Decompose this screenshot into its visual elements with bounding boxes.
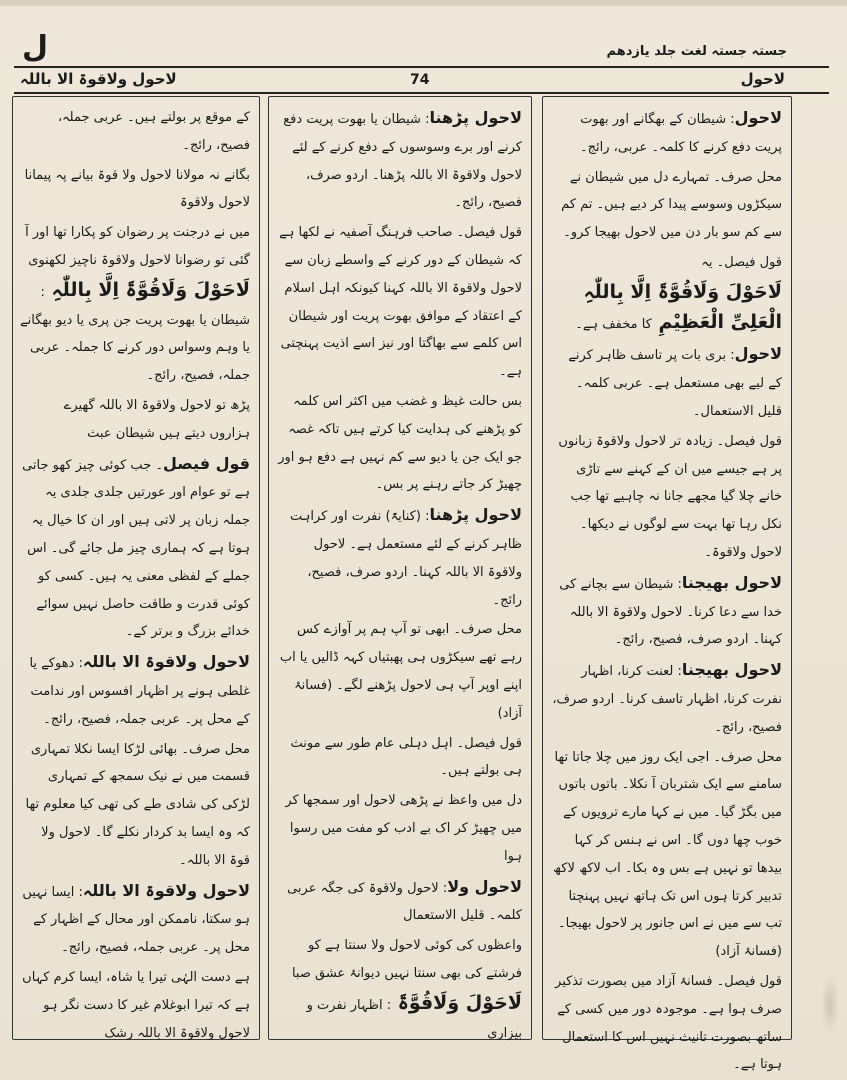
entry (278, 388, 522, 499)
entry (20, 736, 250, 875)
entry-text: : لاحول ولاقوۃ کی جگہ عربی کلمہ۔ قلیل الاستعمال (287, 880, 522, 924)
page-letter: ل (22, 30, 49, 65)
entry-text: : اظہار نفرت و بیزاری (306, 997, 522, 1041)
entry-text: : شیطان یا بھوت پریت جن پری یا دیو بھگانے یا وہم وسواس دور کرنے کا جملہ۔ عربی جملہ، فصیح، رائج۔ (20, 284, 250, 384)
entry-text: : شیطان سے بچانے کی خدا سے دعا کرنا۔ لاحول ولاقوۃ الا باللہ کہنا۔ اردو صرف، فصیح، رائج۔ (559, 576, 782, 648)
entry-text: ۔ جب کوئی چیز کھو جاتی ہے تو عوام اور عورتیں جلدی جلدی یہ جملہ زبان پر لاتی ہیں اور ان کا خیال یہ ہوتا ہے کہ ہماری چیز مل جائے گی۔ اس جملے کے لفظی معنی یہ ہیں۔ کسی کو کوئی قدرت و طاقت حاصل نہیں سوائے خدائے بزرگ و برتر کے۔ (22, 457, 250, 640)
entry-headword: لاحول پڑھنا (429, 505, 522, 525)
entry-text: کا مخفف ہے۔ (575, 316, 652, 332)
entry (20, 277, 250, 390)
entry (552, 164, 782, 247)
entry (20, 450, 250, 647)
paper-stain (821, 975, 839, 1035)
volume-header: جستہ جستہ لغت جلد یازدھم (606, 44, 787, 59)
entry (278, 873, 522, 931)
entry-text: واعظوں کی کوئی لاحول ولا سنتا ہے کو فرشتے کی بھی سنتا نہیں دیوانۂ عشق صبا (291, 938, 522, 981)
entry (552, 279, 782, 339)
middle-column (278, 104, 522, 1041)
header-rule-top (14, 66, 829, 68)
entry (278, 219, 522, 386)
entry (552, 249, 782, 277)
entry (20, 648, 250, 733)
entry-text: میں نے درجنت پر رضوان کو پکارا تھا اور آ گئی تو رضوانا لاحول ولاقوۃ ناچیز لکھنوی (25, 225, 250, 268)
entry-headword: لاحول ولاقوۃ الا باللہ (82, 880, 250, 900)
header-rule-bottom (14, 92, 829, 94)
entry-text: بگانے نہ مولانا لاحول ولا قوۃ بیانے پہ پیمانا لاحول ولاقوۃ (24, 167, 250, 211)
left-column (20, 104, 250, 1041)
entry-text: : شیطان کے بھگانے اور بھوت پریت دفع کرنے کا کلمہ۔ عربی، رائج۔ (580, 112, 782, 155)
entry-text: ہے دست الہٰی تیرا یا شاہ، ایسا کرم کہاں ہے کہ تیرا ابوغلام غیر کا دست نگر ہو لاحول ولاقوۃ الا باللہ رشک (22, 969, 250, 1041)
entry (20, 964, 250, 1047)
entry-headword: لاحول پڑھنا (429, 108, 522, 127)
entry-headword: لاحول (734, 108, 782, 127)
entry (552, 340, 782, 425)
entry-text: پڑھ تو لاحول ولاقوۃ الا باللہ گھیرے ہزاروں دیتے ہیں شیطان عبث (63, 397, 250, 441)
arabic-phrase: لَاحَوْلَ وَلَاقُوَّۃَ (391, 991, 522, 1014)
entry-headword: لاحول ولاقوۃ الا باللہ (82, 652, 250, 672)
entry-text: دل میں واعظ نے پڑھی لاحول اور سمجھا کر میں چھیڑ کر اک بے ادب کو مفت میں رسوا ہوا (285, 793, 522, 864)
entry-text: : (کنایۃً) نفرت اور کراہت ظاہر کرنے کے لئے مستعمل ہے۔ لاحول ولاقوۃ الا باللہ کہنا۔ اردو صرف، فصیح، رائج۔ (289, 509, 522, 608)
entry (278, 616, 522, 727)
entry (20, 162, 250, 218)
entry (278, 104, 522, 217)
entry-text: : لعنت کرنا، اظہار نفرت کرنا، اظہار تاسف کرنا۔ اردو صرف، فصیح، رائج۔ (552, 664, 782, 735)
entry-text: محل صرف۔ ابھی تو آپ ہم پر آوازے کس رہے تھے سیکڑوں ہی پھبتیاں کہہ ڈالیں یا اب اپنے اوپر آپ ہی لاحول پڑھنے لگے۔ (فسانۂ آزاد) (279, 622, 522, 721)
entry-text: قول فیصل۔ صاحب فرہنگ آصفیہ نے لکھا ہے کہ شیطان کے دور کرنے کے واسطے زبان سے لاحول ولاقوۃ الا باللہ کہنا کیونکہ اہل اسلام کے اعتقاد کے موافق بھوت پریت اور شیطان اس کلمے سے بھاگتا اور نیز اسے اذیت پہنچتی ہے۔ (279, 225, 522, 380)
entry (552, 744, 782, 966)
entry-text: : ایسا نہیں ہو سکتا، ناممکن اور محال کے اظہار کے محل پر۔ عربی جملہ، فصیح، رائج۔ (22, 884, 250, 956)
entry-text: قول فیصل۔ یہ (701, 254, 782, 270)
entry-text: بس حالت غیظ و غضب میں اکثر اس کلمہ کو پڑھنے کی ہدایت کیا کرتے ہیں تاکہ غصہ جو ایک جن یا دیو سے کم نہیں ہے دفع ہو اور چھیڑ کر جاتے رہنے پر بس۔ (278, 393, 522, 493)
entry (552, 428, 782, 567)
entry-headword: لاحول (734, 344, 782, 364)
entry-text: : دھوکے یا غلطی ہونے پر اظہار افسوس اور ندامت کے محل پر۔ عربی جملہ، فصیح، رائج۔ (29, 656, 250, 727)
entry-text: قول فیصل۔ زیادہ تر لاحول ولاقوۃ زبانوں پر ہے جیسے میں ان کے کہنے سے تاڑی خانے چلا گیا مجھے جانا نہ چاہیے تھا جب نکل رہا تھا بہت سے لوگوں نے دیکھا۔ لاحول ولاقوۃ۔ (558, 433, 782, 560)
page-number: 74 (410, 72, 430, 88)
entry-text: : بری بات پر تاسف ظاہر کرنے کے لیے بھی مستعمل ہے۔ عربی کلمہ۔ قلیل الاستعمال۔ (568, 348, 782, 419)
entry (278, 730, 522, 786)
entry-headword: قول فیصل (162, 453, 250, 473)
left-running-title: لاحول ولاقوۃ الا باللہ (20, 70, 177, 88)
entry (278, 932, 522, 988)
arabic-phrase: لَاحَوْلَ وَلَاقُوَّۃَ اِلَّا بِاللّٰہِ (44, 278, 250, 301)
entry-text: کے موقع پر بولتے ہیں۔ عربی جملہ، فصیح، رائج۔ (57, 110, 250, 153)
entry-text: قول فیصل۔ اہل دہلی عام طور سے مونث ہی بولتے ہیں۔ (290, 735, 522, 779)
entry-text: محل صرف۔ اجی ایک روز میں چلا جاتا تھا سامنے سے ایک شتربان آ نکلا۔ باتوں باتوں میں بگڑ گیا۔ میں نے کہا مارے ترویوں کے خوب چھا دوں گا۔ اس نے ہنس کر کہا بیدھا تو نہیں ہے بس وہ بکا۔ اب لاکھ لاکھ تدبیر کرتا ہوں اس تک ہاتھ نہیں پہنچتا تب سے میں نے اس جانور پر لاحول بھیجا۔ (فسانۂ آزاد) (553, 749, 782, 960)
entry-headword: لاحول ولا (447, 876, 522, 896)
entry (20, 104, 250, 160)
right-running-title: لاحول (740, 70, 785, 88)
entry (552, 656, 782, 741)
right-column (552, 104, 782, 1073)
entry-text: محل صرف۔ بھائی لڑکا ایسا نکلا تمہاری قسمت میں نے نیک سمجھ کے تمہاری لڑکی کی شادی طے کی تھی کیا معلوم تھا کہ وہ ایسا بد کردار نکلے گا۔ لاحول ولا قوۃ الا باللہ۔ (25, 741, 250, 868)
entry-text: محل صرف۔ تمہارے دل میں شیطان نے سیکڑوں وسوسے پیدا کر دیے ہیں۔ تم کم سے کم سو بار دن میں لاحول بھیجا کرو۔ (561, 169, 782, 241)
entry (552, 104, 782, 162)
entry-headword: لاحول بھیجنا (681, 572, 782, 592)
entry-text: قول فیصل۔ فسانۂ آزاد میں بصورت تذکیر صرف ہوا ہے۔ موجودہ دور میں کسی کے ساتھ بصورت تانیث نہیں اس کا استعمال ہوتا ہے۔ (555, 973, 782, 1073)
entry-text: : شیطان یا بھوت پریت دفع کرنے اور برے وسوسوں کے دفع کرنے کے لئے لاحول ولاقوۃ الا باللہ پڑھنا۔ اردو صرف، فصیح، رائج۔ (283, 112, 522, 211)
entry (278, 787, 522, 870)
entry (20, 877, 250, 962)
page-top-edge (0, 0, 847, 6)
entry (278, 990, 522, 1048)
entry (20, 219, 250, 275)
entry-headword: لاحول بھیجنا (681, 660, 782, 680)
arabic-phrase: لَاحَوْلَ وَلَاقُوَّۃَ اِلَّا بِاللّٰہِ الْعَلِیِّ الْعَظِیْمِ (583, 280, 782, 333)
entry (552, 569, 782, 654)
entry (552, 968, 782, 1079)
entry (278, 501, 522, 614)
entry (20, 392, 250, 448)
